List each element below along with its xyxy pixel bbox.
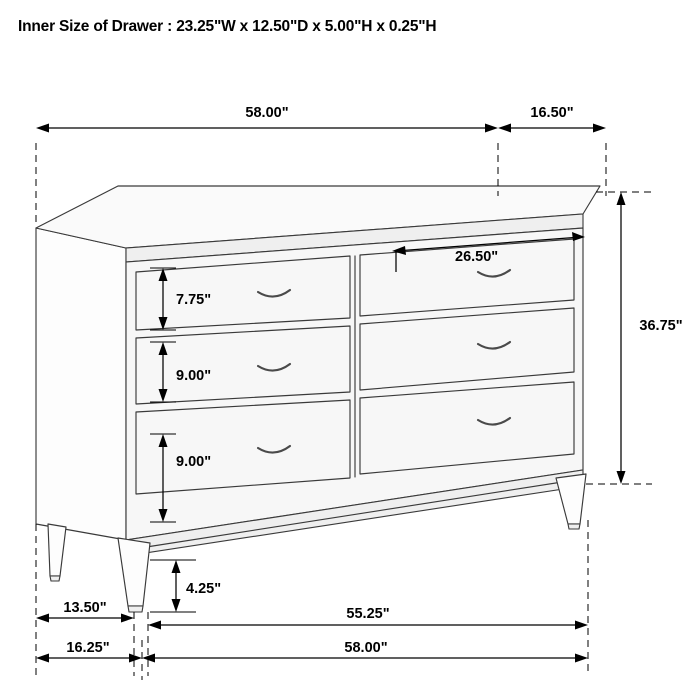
dim-label-base-width-left: 13.50" (63, 600, 107, 616)
leg-foot-rear-left (50, 576, 60, 581)
dresser-left-side-panel (36, 228, 126, 540)
dim-label-bottom-width-total: 58.00" (344, 640, 388, 656)
dim-bottom-width-left (36, 640, 142, 663)
dresser-illustration (36, 186, 600, 612)
dim-label-drawer-height-bottom: 9.00" (176, 454, 212, 470)
dim-label-total-height: 36.75" (639, 318, 683, 334)
dresser-leg-rear-left (48, 524, 66, 576)
leg-foot-front-left (128, 606, 143, 612)
dresser-leg-front-right (556, 474, 586, 524)
dim-label-top-width-main: 58.00" (245, 105, 289, 121)
page-title: Inner Size of Drawer : 23.25"W x 12.50"D x 5.00"H x 0.25"H (18, 18, 437, 35)
dim-leg-height (150, 560, 221, 612)
leg-foot-front-right (568, 524, 580, 529)
dim-label-drawer-width: 26.50" (455, 249, 499, 265)
dim-label-leg-height: 4.25" (186, 581, 222, 597)
dim-top-width-side (498, 105, 606, 196)
dresser-leg-front-left (118, 538, 150, 606)
drawer-face-bottom-left (136, 400, 350, 494)
drawer-face-middle-left (136, 326, 350, 404)
dim-label-drawer-height-middle: 9.00" (176, 368, 212, 384)
dim-label-bottom-width-left: 16.25" (66, 640, 110, 656)
dim-total-height (586, 192, 683, 484)
dim-bottom-width-total (142, 640, 588, 680)
dim-label-drawer-height-top: 7.75" (176, 292, 212, 308)
dim-label-top-width-side: 16.50" (530, 105, 574, 121)
dim-label-base-width-center: 55.25" (346, 606, 390, 622)
